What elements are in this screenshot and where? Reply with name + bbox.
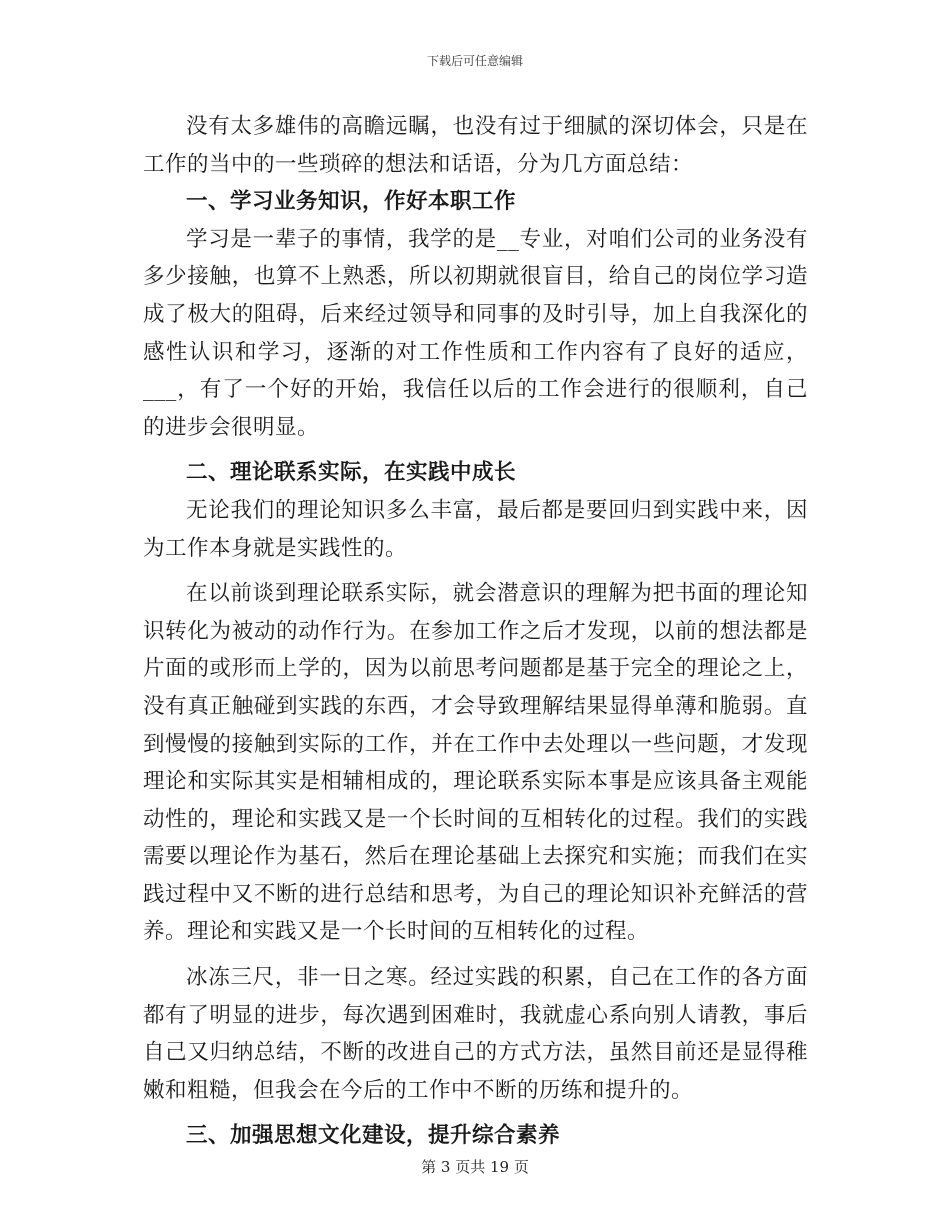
section-2-paragraph-2: 在以前谈到理论联系实际，就会潜意识的理解为把书面的理论知识转化为被动的动作行为。在参加工作之后才发现，以前的想法都是片面的或形而上学的，因为以前思考问题都是基于完全的理论之上，没有真正触碰到实践的东西，才会导致理解结果显得单薄和脆弱。直到慢慢的接触到实际的工作，并在工作中去处理以一些问题，才发现理论和实际其实是相辅相成的，理论联系实际本事是应该具备主观能动性的，理论和实践又是一个长时间的互相转化的过程。我们的实践需要以理论作为基石，然后在理论基础上去探究和实施；而我们在实践过程中又不断的进行总结和思考，为自己的理论知识补充鲜活的营养。理论和实践又是一个长时间的互相转化的过程。	[143, 581, 808, 945]
section-heading-1: 一、学习业务知识，作好本职工作	[186, 189, 517, 215]
intro-paragraph: 没有太多雄伟的高瞻远瞩，也没有过于细腻的深切体会，只是在工作的当中的一些琐碎的想法和话语，分为几方面总结：	[143, 114, 808, 177]
section-2-paragraph-3: 冰冻三尺，非一日之寒。经过实践的积累，自己在工作的各方面都有了明显的进步，每次遇到困难时，我就虚心系向别人请教，事后自己又归纳总结，不断的改进自己的方式方法，虽然目前还是显得稚嫩和粗糙，但我会在今后的工作中不断的历练和提升的。	[143, 965, 808, 1103]
section-1-paragraph: 学习是一辈子的事情，我学的是__专业，对咱们公司的业务没有多少接触，也算不上熟悉，所以初期就很盲目，给自己的岗位学习造成了极大的阻碍，后来经过领导和同事的及时引导，加上自我深化的感性认识和学习，逐渐的对工作性质和工作内容有了良好的适应，___，有了一个好的开始，我信任以后的工作会进行的很顺利，自己的进步会很明显。	[143, 226, 808, 440]
page-header: 下载后可任意编辑	[426, 54, 523, 68]
section-heading-3: 三、加强思想文化建设，提升综合素养	[186, 1123, 561, 1149]
document-body	[143, 108, 808, 1155]
section-heading-2: 二、理论联系实际，在实践中成长	[186, 460, 517, 486]
section-2-paragraph-1: 无论我们的理论知识多么丰富，最后都是要回归到实践中来，因为工作本身就是实践性的。	[143, 497, 808, 561]
page-number: 第 3 页共 19 页	[421, 1158, 529, 1176]
